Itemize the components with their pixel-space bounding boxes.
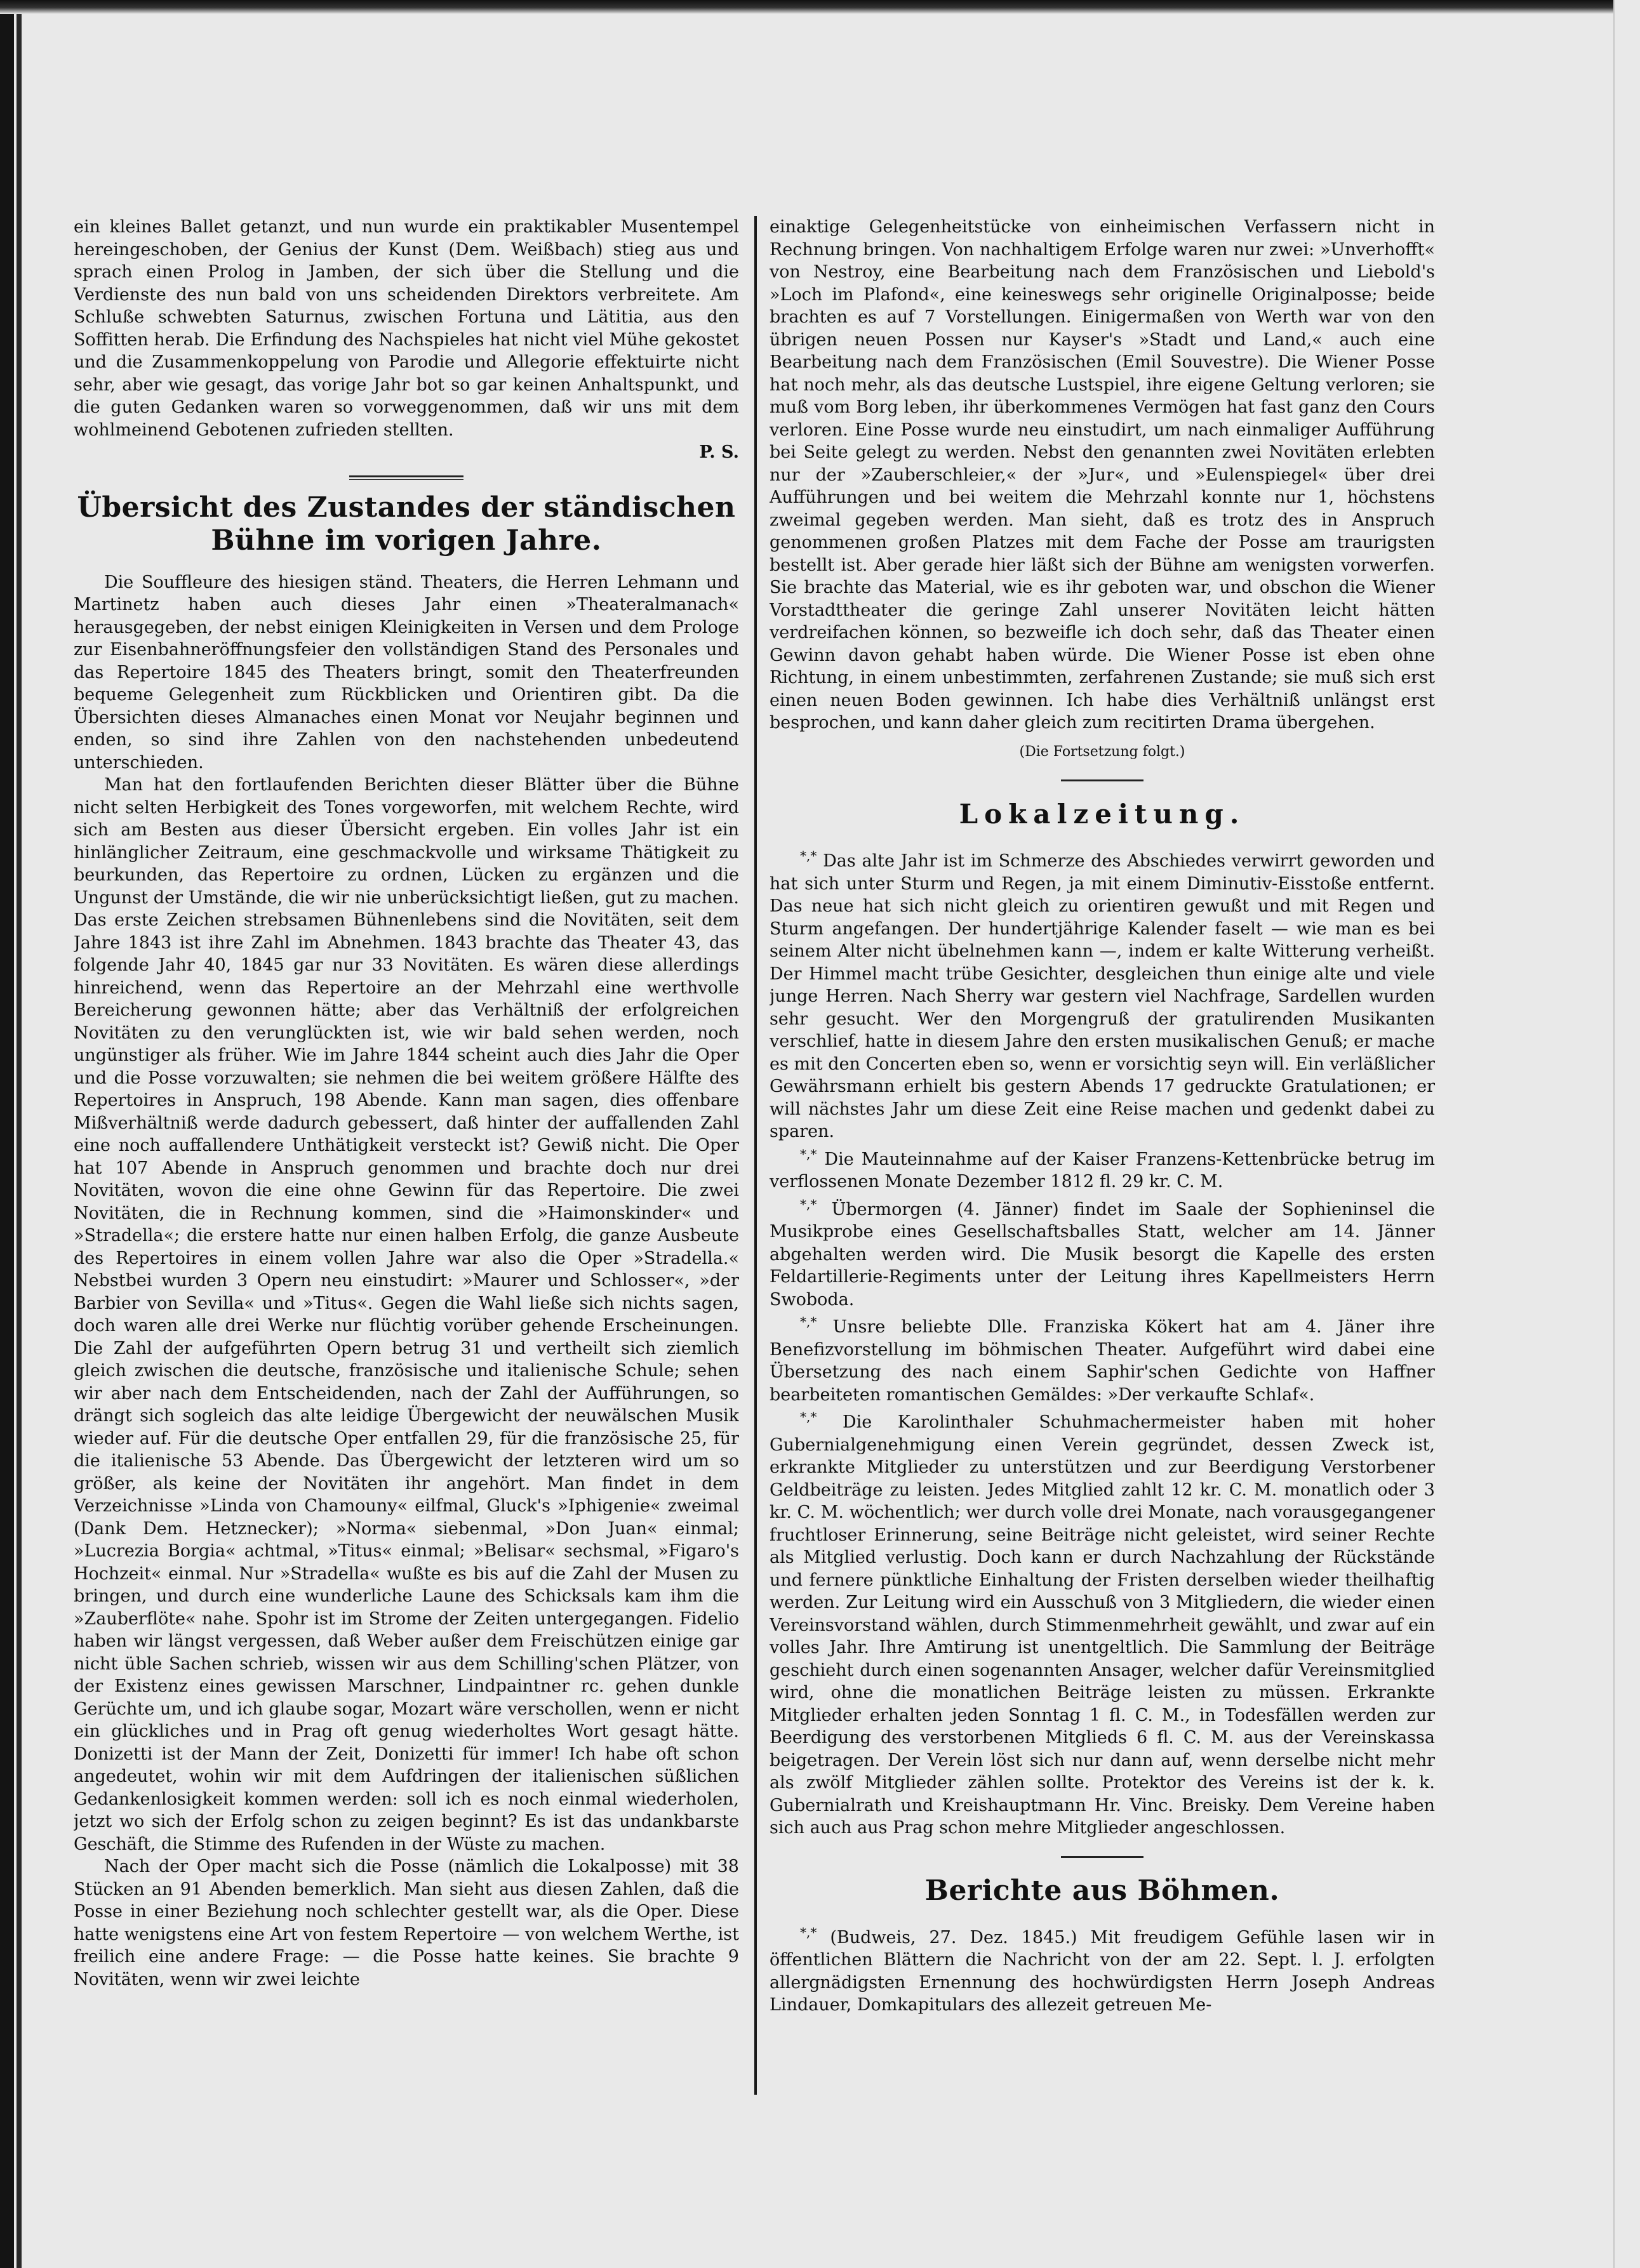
scan-edge-left: [0, 0, 14, 2268]
section-rule: [1061, 1856, 1143, 1858]
star-mark: *,*: [800, 1314, 817, 1329]
section-rule: [349, 475, 463, 480]
scan-edge-top: [0, 0, 1640, 14]
left-column: [74, 216, 739, 2158]
star-mark: *,*: [800, 848, 817, 863]
intro-paragraph: ein kleines Ballet getanzt, und nun wurde ein praktikabler Musentempel hereingeschoben, der Genius der Kunst (Dem. Weißbach) stieg aus und sprach einen Prolog in Jamben, der sich über die Stellung und die Verdienste des nun bald von uns scheidenden Direktors verbreitete. Am Schluße schwebten Saturnus, zwischen Fortuna und Lätitia, aus den Soffitten herab. Die Erfindung des Nachspieles hat nicht viel Mühe gekostet und die Zusammenkoppelung von Parodie und Allegorie effektuirte nicht sehr, aber wie gesagt, das vorige Jahr bot so gar keinen Anhaltspunkt, und die guten Gedanken waren so vorweggenommen, daß wir uns mit dem wohlmeinend Gebotenen zufrieden stellten.: [74, 217, 739, 440]
column-divider: [754, 216, 757, 2095]
article-title: Übersicht des Zustandes der ständischen Bühne im vorigen Jahre.: [77, 491, 736, 557]
continuation-paragraph: einaktige Gelegenheitstücke von einheimischen Verfassern nicht in Rechnung bringen. Von nachhaltigem Erfolge waren nur zwei: »Unverhofft« von Nestroy, eine Bearbeitung nach dem Französischen und Liebold's »Loch im Plafond«, eine keineswegs sehr originelle Originalposse; beide brachten es auf 7 Vorstellungen. Einigermaßen von Werth war von den übrigen neuen Possen nur Kayser's »Stadt und Land,« auch eine Bearbeitung nach dem Französischen (Emil Souvestre). Die Wiener Posse hat noch mehr, als das deutsche Lustspiel, ihre eigene Geltung verloren; sie muß vom Borg leben, ihr überkommenes Vermögen hat fast ganz den Cours verloren. Eine Posse wurde neu einstudirt, um nach einmaliger Aufführung bei Seite gelegt zu werden. Nebst den genannten zwei Novitäten erlebten nur der »Zauberschleier,« der »Jur«, und »Eulenspiegel« über drei Aufführungen und bei weitem die Mehrzahl konnte nur 1, höchstens zweimal gegeben werden. Man sieht, daß es trotz des in Anspruch genommenen großen Platzes mit dem Fache der Posse am traurigsten bestellt ist. Aber gerade hier läßt sich der Bühne am wenigsten vorwerfen. Sie brachte das Material, wie es ihr geboten war, und obschon die Wiener Vorstadttheater die geringe Zahl unserer Novitäten leicht hätten verdreifachen können, so bezweifle ich doch sehr, daß das Theater einen Gewinn davon gehabt haben würde. Die Wiener Posse ist eben ohne Richtung, in einem unbestimmten, zerfahrenen Zustande; sie muß sich erst einen neuen Boden gewinnen. Ich habe dies Verhältniß unlängst erst besprochen, und kann daher gleich zum recitirten Drama übergehen.: [770, 217, 1435, 733]
star-mark: *,*: [800, 1196, 817, 1212]
local-news-title: Lokalzeitung.: [959, 799, 1246, 830]
local-news-item: *,* Unsre beliebte Dlle. Franziska Kökert hat am 4. Jäner ihre Benefizvorstellung im böhmischen Theater. Aufgeführt wird dabei eine Übersetzung des nach einem Saphir'schen Gedichte von Haffner bearbeiteten romantischen Gemäldes: »Der verkaufte Schlaf«.: [770, 1314, 1435, 1405]
article-paragraph: Die Souffleure des hiesigen ständ. Theaters, die Herren Lehmann und Martinetz haben auch dieses Jahr einen »Theateralmanach« herausgegeben, der nebst einigen Kleinigkeiten in Versen und dem Prologe zur Eisenbahneröffnungsfeier den vollständigen Stand des Personales und das Repertoire 1845 des Theaters bringt, somit den Theaterfreunden bequeme Gelegenheit zum Rückblicken und Orientiren gibt. Da die Übersichten dieses Almanaches einen Monat vor Neujahr beginnen und enden, so sind ihre Zahlen von den nachstehenden unbedeutend unterschieden.: [74, 572, 739, 773]
reports-title: Berichte aus Böhmen.: [924, 1874, 1280, 1907]
local-news-item: *,* Die Mauteinnahme auf der Kaiser Franzens-Kettenbrücke betrug im verflossenen Monate Dezember 1812 fl. 29 kr. C. M.: [770, 1146, 1435, 1191]
star-mark: *,*: [800, 1409, 817, 1424]
scan-edge-right: [1613, 0, 1640, 2268]
star-mark: *,*: [800, 1146, 817, 1162]
scan-edge-left-inner: [17, 0, 22, 2268]
to-be-continued: (Die Fortsetzung folgt.): [1019, 743, 1185, 760]
signature: P. S.: [699, 442, 739, 462]
newspaper-page: [69, 190, 1446, 2190]
local-news-item: *,* Das alte Jahr ist im Schmerze des Abschiedes verwirrt geworden und hat sich unter Sturm und Regen, ja mit einem Diminutiv-Eisstoße entfernt. Das neue hat sich nicht gleich zu orientiren gewußt und mit Regen und Sturm angefangen. Der hundertjährige Kalender faselt — wie man es bei seinem Alter nicht übelnehmen kann —, indem er kalte Witterung verheißt. Der Himmel macht trübe Gesichter, desgleichen thun einige alte und viele junge Herren. Nach Sherry war gestern viel Nachfrage, Sardellen wurden sehr gesucht. Wer den Morgengruß der gratulirenden Musikanten verschlief, hatte in diesem Jahre den ersten musikalischen Genuß; er mache es mit den Concerten eben so, wenn er vorsichtig seyn will. Ein verläßlicher Gewährsmann erhielt bis gestern Abends 17 gedruckte Gratulationen; er will nächstes Jahr um diese Zeit eine Reise machen und gedenkt dabei zu sparen.: [770, 848, 1435, 1141]
report-item: *,* (Budweis, 27. Dez. 1845.) Mit freudigem Gefühle lasen wir in öffentlichen Blättern die Nachricht von der am 22. Sept. l. J. erfolgten allergnädigsten Ernennung des hochwürdigsten Herrn Joseph Andreas Lindauer, Domkapitulars des allezeit getreuen Me-: [770, 1924, 1435, 2015]
star-mark: *,*: [800, 1924, 817, 1940]
right-column: [770, 216, 1435, 2158]
local-news-item: *,* Übermorgen (4. Jänner) findet im Saale der Sophieninsel die Musikprobe eines Gesellschaftsballes Statt, welcher am 14. Jänner abgehalten werden wird. Die Musik besorgt die Kapelle des ersten Feldartillerie-Regiments unter der Leitung ihres Kapellmeisters Herrn Swoboda.: [770, 1196, 1435, 1310]
article-paragraph: Man hat den fortlaufenden Berichten dieser Blätter über die Bühne nicht selten Herbigkeit des Tones vorgeworfen, mit welchem Rechte, wird sich am Besten aus dieser Übersicht ergeben. Ein volles Jahr ist ein hinlänglicher Zeitraum, eine geschmackvolle und wirksame Thätigkeit zu beurkunden, das Repertoire zu ordnen, Lücken zu ergänzen und die Ungunst der Umstände, die wir nie unberücksichtigt ließen, gut zu machen. Das erste Zeichen strebsamen Bühnenlebens sind die Novitäten, seit dem Jahre 1843 ist ihre Zahl im Abnehmen. 1843 brachte das Theater 43, das folgende Jahr 40, 1845 gar nur 33 Novitäten. Es wären diese allerdings hinreichend, wenn das Repertoire an der Mehrzahl eine werthvolle Bereicherung gewonnen hätte; aber das Verhältniß der erfolgreichen Novitäten zu den verunglückten ist, wie wir bald sehen werden, noch ungünstiger als früher. Wie im Jahre 1844 scheint auch dies Jahr die Oper und die Posse vorzuwalten; sie nehmen die bei weitem größere Hälfte des Repertoires in Anspruch, 198 Abende. Kann man sagen, dies offenbare Mißverhältniß werde dadurch gebessert, daß hinter der auffallenden Zahl eine noch auffallendere Unthätigkeit versteckt ist? Gewiß nicht. Die Oper hat 107 Abende in Anspruch genommen und brachte doch nur drei Novitäten, wovon die eine ohne Gewinn für das Repertoire. Die zwei Novitäten, die in Rechnung kommen, sind die »Haimonskinder« und »Stradella«; die erstere hatte nur einen halben Erfolg, die ganze Ausbeute des Repertoires in einem vollen Jahre war also die Oper »Stradella.« Nebstbei wurden 3 Opern neu einstudirt: »Maurer und Schlosser«, »der Barbier von Sevilla« und »Titus«. Gegen die Wahl ließe sich nichts sagen, doch waren alle drei Werke nur flüchtig vorüber gehende Erscheinungen. Die Zahl der aufgeführten Opern betrug 31 und vertheilt sich ziemlich gleich zwischen die deutsche, französische und italienische Schule; sehen wir aber nach dem Entscheidenden, nach der Zahl der Aufführungen, so drängt sich sogleich das alte leidige Übergewicht der neuwälschen Musik wieder auf. Für die deutsche Oper entfallen 29, für die französische 25, für die italienische 53 Abende. Das Übergewicht der letzteren wird um so größer, als keine der Novitäten ihr angehört. Man findet in dem Verzeichnisse »Linda von Chamouny« eilfmal, Gluck's »Iphigenie« zweimal (Dank Dem. Hetznecker); »Norma« siebenmal, »Don Juan« einmal; »Lucrezia Borgia« achtmal, »Titus« einmal; »Belisar« sechsmal, »Figaro's Hochzeit« einmal. Nur »Stradella« wußte es bis auf die Zahl der Musen zu bringen, und durch eine wunderliche Laune des Schicksals kam ihm die »Zauberflöte« nahe. Spohr ist im Strome der Zeiten untergegangen. Fidelio haben wir längst vergessen, daß Weber außer dem Freischützen einige gar nicht üble Sachen schrieb, wissen wir aus dem Schilling'schen Plätzer, von der Existenz eines gewissen Marschner, Lindpaintner rc. gehen dunkle Gerüchte um, und ich glaube sogar, Mozart wäre verschollen, wenn er nicht ein glückliches und in Prag oft genug wiederholtes Wort gesagt hätte. Donizetti ist der Mann der Zeit, Donizetti für immer! Ich habe oft schon angedeutet, wohin wir mit dem Aufdringen der italienischen süßlichen Gedankenlosigkeit kommen werden: soll ich es noch einmal wiederholen, jetzt wo sich der Erfolg schon zu zeigen beginnt? Es ist das undankbarste Geschäft, die Stimme des Rufenden in der Wüste zu machen.: [74, 775, 739, 1854]
section-rule: [1061, 779, 1143, 781]
local-news-item: *,* Die Karolinthaler Schuhmachermeister haben mit hoher Gubernialgenehmigung einen Verein gegründet, dessen Zweck ist, erkrankte Mitglieder zu unterstützen und zur Beerdigung Verstorbener Geldbeiträge zu leisten. Jedes Mitglied zahlt 12 kr. C. M. monatlich oder 3 kr. C. M. wöchentlich; wer durch volle drei Monate, nach vorausgegangener fruchtloser Erinnerung, seine Beiträge nicht geleistet, wird seiner Rechte als Mitglied verlustig. Doch kann er durch Nachzahlung der Rückstände und fernere pünktliche Einhaltung der Fristen derselben wieder theilhaftig werden. Zur Leitung wird ein Ausschuß von 3 Mitgliedern, die wieder einen Vereinsvorstand wählen, durch Stimmenmehrheit gewählt, und zwar auf ein volles Jahr. Ihre Amtirung ist unentgeltlich. Die Sammlung der Beiträge geschieht durch einen sogenannten Ansager, welcher dafür Vereinsmitglied wird, ohne die monatlichen Beiträge leisten zu müssen. Erkrankte Mitglieder erhalten jeden Sonntag 1 fl. C. M., in Todesfällen werden zur Beerdigung des verstorbenen Mitglieds 6 fl. C. M. aus der Vereinskassa beigetragen. Der Verein löst sich nur dann auf, wenn derselbe nicht mehr als zwölf Mitglieder zählen sollte. Protektor des Vereins ist der k. k. Gubernialrath und Kreishauptmann Hr. Vinc. Breisky. Dem Vereine haben sich auch aus Prag schon mehre Mitglieder angeschlossen.: [770, 1409, 1435, 1838]
article-paragraph: Nach der Oper macht sich die Posse (nämlich die Lokalposse) mit 38 Stücken an 91 Abenden bemerklich. Man sieht aus diesen Zahlen, daß die Posse in einer Beziehung noch schlechter gestellt war, als die Oper. Diese hatte wenigstens eine Art von festem Repertoire — von welchem Werthe, ist freilich eine andere Frage: — die Posse hatte keines. Sie brachte 9 Novitäten, wenn wir zwei leichte: [74, 1857, 739, 1989]
